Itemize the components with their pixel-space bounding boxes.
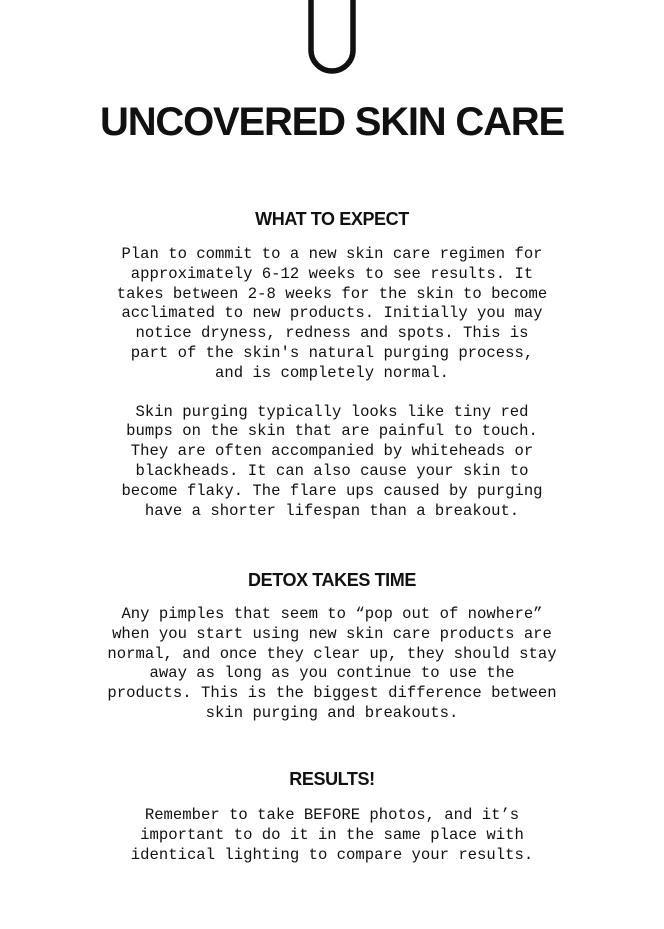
section-paragraph: Plan to commit to a new skin care regimen for approximately 6-12 weeks to see results. It takes between 2-8 weeks for the skin to become acclimated to new products. Initially you may notice dryness, redness and spots. This is part of the skin's natural purging process, and is completely normal.	[116, 245, 548, 382]
brand-title: UNCOVERED SKIN CARE	[100, 100, 564, 144]
section-what-to-expect	[0, 208, 664, 521]
section-heading: DETOX TAKES TIME	[248, 570, 416, 590]
section-results	[0, 768, 664, 865]
u-letter-logo-icon	[304, 0, 360, 80]
section-paragraph: Remember to take BEFORE photos, and it’s important to do it in the same place with identical lighting to compare your results.	[130, 806, 534, 864]
section-heading: RESULTS!	[289, 769, 375, 789]
section-paragraph: Any pimples that seem to “pop out of nowhere” when you start using new skin care products are normal, and once they clear up, they should stay away as long as you continue to use the products. This is the biggest difference between skin purging and breakouts.	[107, 605, 557, 722]
section-detox-takes-time	[0, 569, 664, 724]
section-paragraph: Skin purging typically looks like tiny red bumps on the skin that are painful to touch. They are often accompanied by whiteheads or blackheads. It can also cause your skin to become flaky. The flare ups caused by purging have a shorter lifespan than a breakout.	[121, 402, 543, 520]
section-heading: WHAT TO EXPECT	[255, 209, 409, 229]
